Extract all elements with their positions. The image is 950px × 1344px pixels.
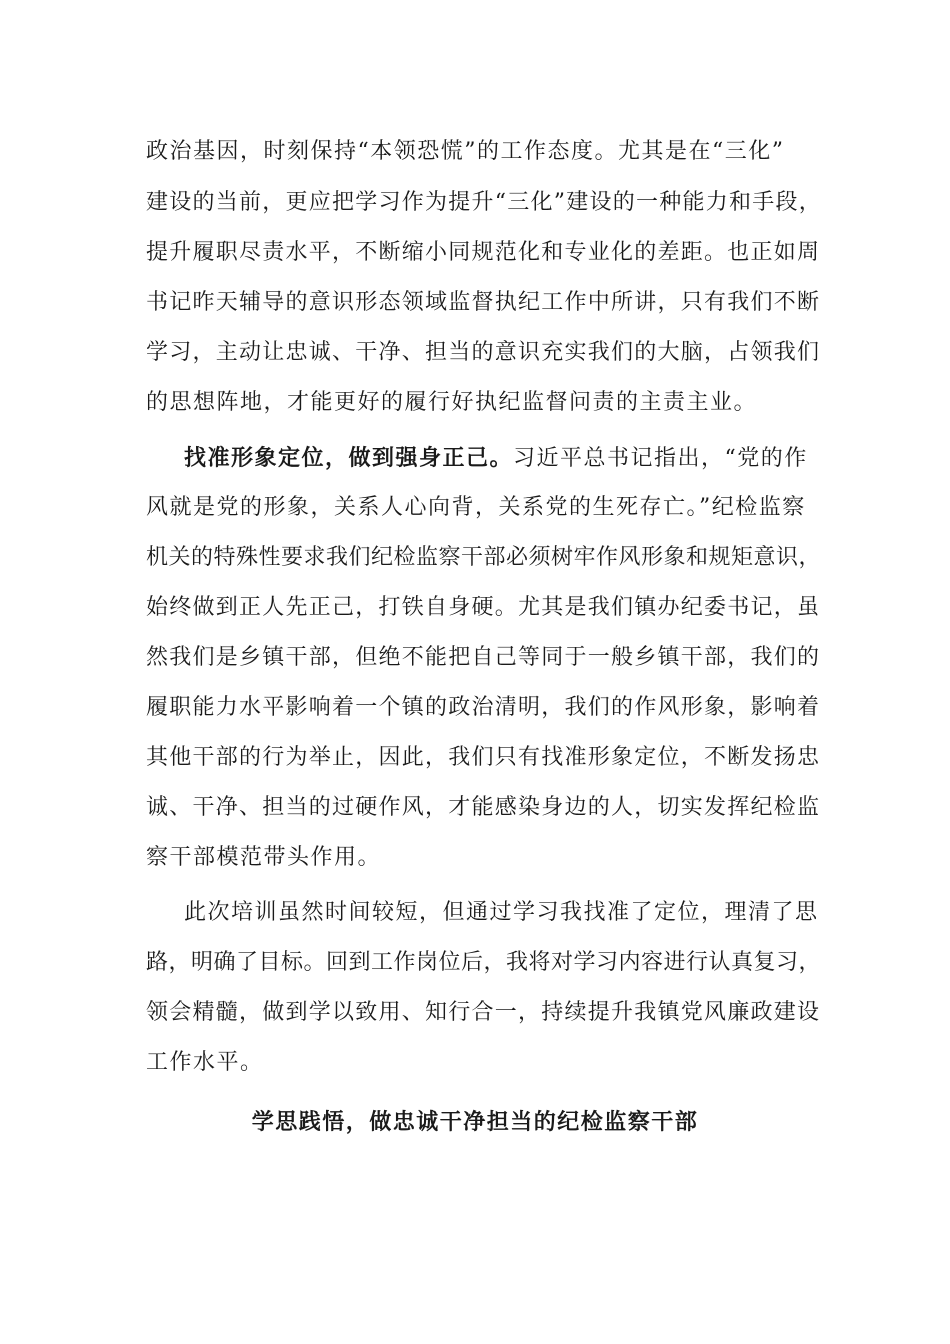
paragraph-line: 其他干部的行为举止，因此，我们只有找准形象定位，不断发扬忠 (146, 745, 821, 770)
paragraph-line: 学习，主动让忠诚、干净、担当的意识充实我们的大脑，占领我们 (146, 340, 821, 365)
paragraph-line: 风就是党的形象，关系人心向背，关系党的生死存亡。”纪检监察 (146, 495, 806, 520)
paragraph-first-line (184, 443, 826, 473)
paragraph-line: 始终做到正人先正己，打铁自身硬。尤其是我们镇办纪委书记，虽 (146, 595, 821, 620)
paragraph-line: 提升履职尽责水平，不断缩小同规范化和专业化的差距。也正如周 (146, 240, 821, 265)
paragraph-line: 此次培训虽然时间较短，但通过学习我找准了定位，理清了思 (184, 900, 819, 925)
paragraph-line: 然我们是乡镇干部，但绝不能把自己等同于一般乡镇干部，我们的 (146, 645, 821, 670)
paragraph-line: 机关的特殊性要求我们纪检监察干部必须树牢作风形象和规矩意识， (146, 545, 822, 570)
paragraph-line: 政治基因，时刻保持“本领恐慌”的工作态度。尤其是在“三化” (146, 139, 785, 164)
paragraph-line: 领会精髓，做到学以致用、知行合一，持续提升我镇党风廉政建设 (146, 1000, 821, 1025)
paragraph-line: 诚、干净、担当的过硬作风，才能感染身边的人，切实发挥纪检监 (146, 795, 821, 820)
paragraph-line: 的思想阵地，才能更好的履行好执纪监督问责的主责主业。 (146, 390, 758, 415)
paragraph-line: 书记昨天辅导的意识形态领域监督执纪工作中所讲，只有我们不断 (146, 290, 821, 315)
paragraph-line: 工作水平。 (146, 1050, 264, 1075)
paragraph-line: 察干部模范带头作用。 (146, 845, 382, 870)
paragraph-line: 履职能力水平影响着一个镇的政治清明，我们的作风形象，影响着 (146, 695, 821, 720)
paragraph-line: 路，明确了目标。回到工作岗位后，我将对学习内容进行认真复习， (146, 950, 822, 975)
section-title: 学思践悟，做忠诚干净担当的纪检监察干部 (251, 1109, 699, 1135)
paragraph-heading: 找准形象定位，做到强身正己。 (184, 445, 514, 471)
paragraph-text: 习近平总书记指出，“党的作 (513, 446, 808, 471)
paragraph-line: 建设的当前，更应把学习作为提升“三化”建设的一种能力和手段， (146, 190, 822, 215)
